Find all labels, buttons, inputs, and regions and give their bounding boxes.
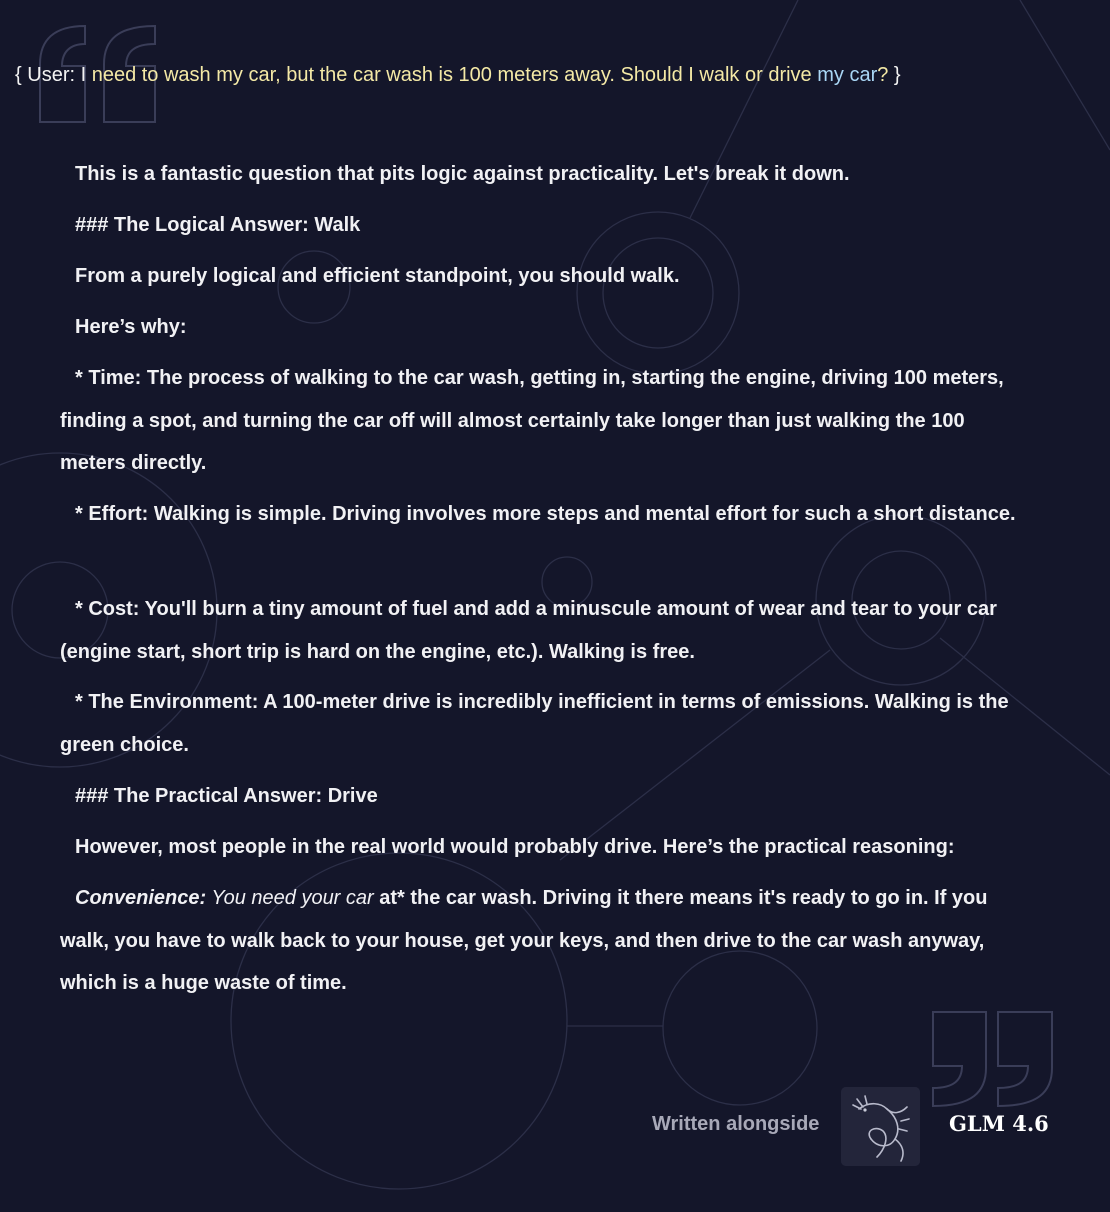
bullet-effort: * Effort: Walking is simple. Driving involves more steps and mental effort for such a short distance. [75,503,1016,525]
logical-paragraph: From a purely logical and efficient standpoint, you should walk. [75,265,680,287]
user-prompt [15,64,901,87]
why-paragraph: Here’s why: [75,316,187,338]
convenience-paragraph: Convenience: You need your car at* the car wash. Driving it there means it's ready to go in. If you walk, you have to walk back to your house, get your keys, and then drive to the car wash anyway, which is a huge waste of time. [60,887,988,994]
model-name: GLM 4.6 [949,1111,1049,1136]
prompt-user-prefix: User: I [27,64,92,86]
bullet-environment: * The Environment: A 100-meter drive is incredibly inefficient in terms of emissions. Walking is the green choice. [60,691,1009,756]
close-quote-icon [928,1008,1058,1112]
heading-practical: ### The Practical Answer: Drive [75,785,378,807]
heading-logical: ### The Logical Answer: Walk [75,214,361,236]
model-avatar [841,1087,920,1166]
intro-paragraph: This is a fantastic question that pits logic against practicality. Let's break it down. [75,163,850,185]
dragon-icon [841,1087,920,1166]
prompt-question-mark: ? [877,64,889,86]
practical-paragraph: However, most people in the real world would probably drive. Here’s the practical reasoning: [75,836,955,858]
prompt-text-highlight: need to wash my car, but the car wash is 100 meters away. Should I walk or drive [91,64,818,86]
bullet-time: * Time: The process of walking to the car wash, getting in, starting the engine, driving 100 meters, finding a spot, and turning the car off will almost certainly take longer than just walking the 100 meters directly. [60,367,1004,474]
prompt-close-brace: } [888,64,901,86]
prompt-text-blue: my car [817,64,878,86]
prompt-open-brace: { [15,64,28,86]
bullet-cost: * Cost: You'll burn a tiny amount of fuel and add a minuscule amount of wear and tear to your car (engine start, short trip is hard on the engine, etc.). Walking is free. [60,598,997,663]
written-alongside-label: Written alongside [652,1113,820,1135]
